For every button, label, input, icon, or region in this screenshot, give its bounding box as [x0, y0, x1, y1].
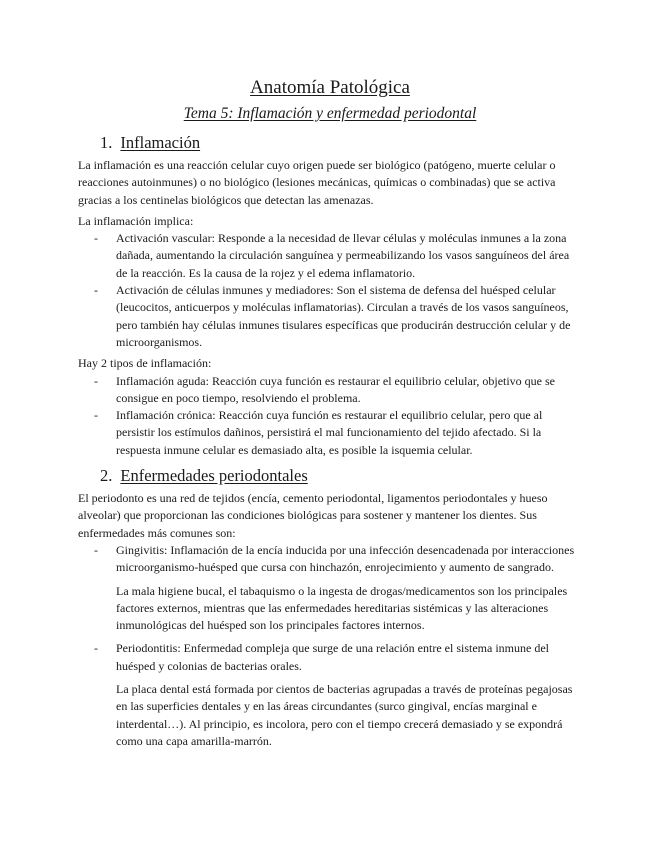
section-heading-enfermedades-periodontales: [78, 465, 582, 487]
section2-intro: El periodonto es una red de tejidos (encía, cemento periodontal, ligamentos periodontales y hueso alveolar) que proporcionan las condiciones biológicas para sostener y mantener los dientes. Sus enfermedades más comunes son:: [78, 491, 548, 540]
section-number: 1.: [100, 133, 113, 152]
list-item: [78, 640, 582, 750]
list-item: [78, 282, 582, 351]
diseases-list: [78, 542, 582, 750]
section-title: Inflamación: [120, 133, 201, 152]
types-label: Hay 2 tipos de inflamación:: [78, 356, 212, 371]
dash-bullet: -: [94, 283, 98, 298]
list-item: [78, 230, 582, 282]
dash-bullet: -: [94, 542, 98, 557]
section-heading-inflamacion: [78, 132, 582, 154]
list-item-text: Inflamación crónica: Reacción cuya función es restaurar el equilibrio celular, pero que al persistir los estímulos dañinos, persistirá el mal funcionamiento del tejido afectado. Si la respuesta inmune celular es demasiado alta, es posible la isquemia celular.: [116, 408, 543, 457]
dash-bullet: -: [94, 373, 98, 388]
list-item-text: Inflamación aguda: Reacción cuya función es restaurar el equilibrio celular, objetivo que se consigue en poco tiempo, resolviendo el problema.: [116, 373, 556, 405]
list-item-text: Activación de células inmunes y mediadores: Son el sistema de defensa del huésped celular (leucocitos, anticuerpos y moléculas inflamatorias). Circulan a través de los vasos sanguíneos, pero también hay células inmunes tisulares específicas que producirán destrucción celular y de microorganismos.: [116, 283, 571, 349]
list-item-text: Activación vascular: Responde a la necesidad de llevar células y moléculas inmunes a la zona dañada, aumentando la circulación sanguínea y permeabilizando los vasos sanguíneos del área de la reacción. Es la causa de la rojez y el edema inflamatorio.: [116, 231, 570, 280]
implies-list: [78, 230, 582, 351]
section-number: 2.: [100, 466, 113, 486]
list-item-continuation: La mala higiene bucal, el tabaquismo o la ingesta de drogas/medicamentos son los principales factores externos, mientras que las enfermedades hereditarias sistémicas y las alteraciones inmunológicas del huésped son los principales factores internos.: [116, 583, 568, 633]
document-title: Anatomía Patológica: [250, 77, 410, 98]
dash-bullet: -: [94, 641, 98, 656]
list-item-continuation: La placa dental está formada por cientos de bacterias agrupadas a través de proteínas pegajosas en las superficies dentales y en las áreas circundantes (surco gingival, encías marginal e interdental…). Al principio, es incolora, pero con el tiempo crecerá demasiado y se expondrá como una capa amarilla-marrón.: [116, 682, 573, 748]
list-item: [78, 542, 582, 634]
document-page: [78, 76, 582, 750]
document-subtitle: Tema 5: Inflamación y enfermedad periodontal: [183, 105, 477, 122]
implies-label: La inflamación implica:: [78, 213, 194, 228]
types-list: [78, 373, 582, 459]
list-item-text: Periodontitis: Enfermedad compleja que surge de una relación entre el sistema inmune del huésped y colonias de bacterias orales.: [116, 641, 549, 673]
dash-bullet: -: [94, 231, 98, 246]
section-title: Enfermedades periodontales: [120, 466, 308, 486]
list-item-text: Gingivitis: Inflamación de la encía inducida por una infección desencadenada por interacciones microorganismo-huésped que cursa con hinchazón, enrojecimiento y aumento de sangrado.: [116, 542, 575, 575]
list-item: [78, 373, 582, 408]
section1-intro: La inflamación es una reacción celular cuyo origen puede ser biológico (patógeno, muerte celular o reacciones autoinmunes) o no biológico (lesiones mecánicas, químicas o combinadas) que se activa gracias a los centinelas biológicos que detectan las amenazas.: [78, 158, 556, 207]
list-item: [78, 407, 582, 459]
dash-bullet: -: [94, 408, 98, 423]
